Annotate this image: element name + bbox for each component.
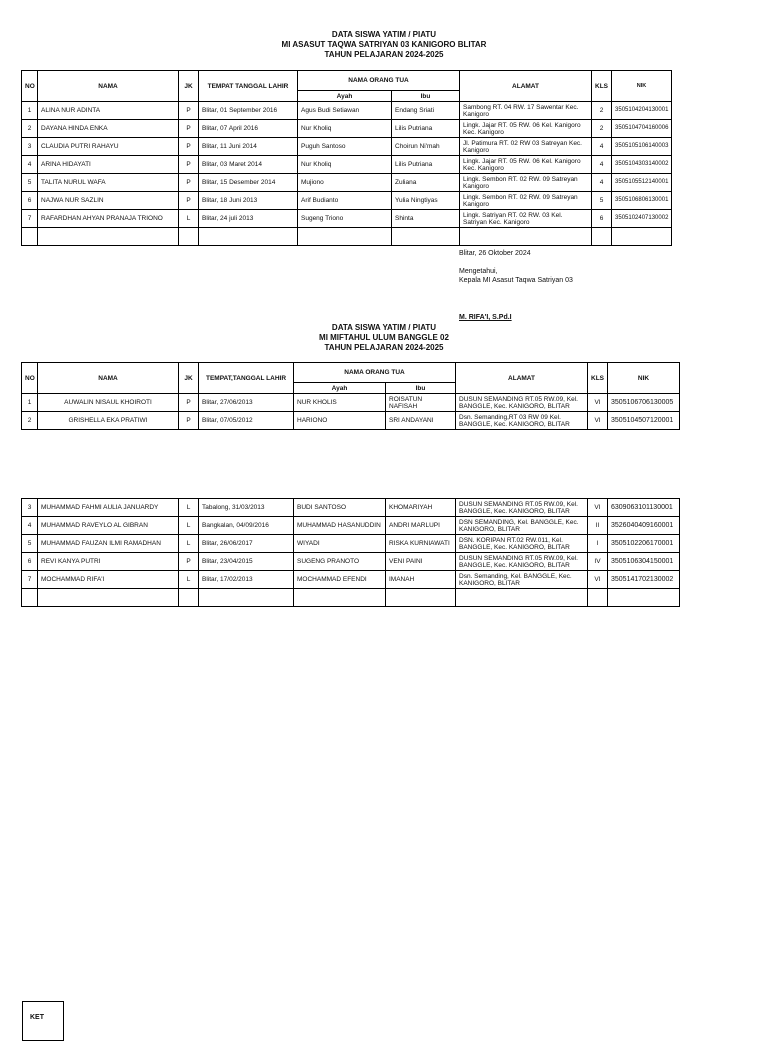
cell-jk: P <box>179 102 199 120</box>
table-row <box>22 174 672 192</box>
signer-name: M. RIFA'I, S.Pd.I <box>459 314 512 321</box>
empty-cell <box>612 228 672 246</box>
cell-nama: MUHAMMAD FAUZAN ILMI RAMADHAN <box>38 535 179 553</box>
empty-cell <box>38 228 179 246</box>
place-date: Blitar, 26 Oktober 2024 <box>459 250 531 257</box>
ket-box <box>22 1001 64 1041</box>
empty-row <box>22 228 672 246</box>
cell-no: 7 <box>22 571 38 589</box>
section2-title-line: DATA SISWA YATIM / PIATU <box>331 323 437 332</box>
cell-nama: TALITA NURUL WAFA <box>38 174 179 192</box>
cell-ibu: Lilis Putriana <box>392 156 460 174</box>
cell-ttl: Tabalong, 31/03/2013 <box>199 499 294 517</box>
table-row <box>22 535 680 553</box>
header-no: NO <box>22 71 38 102</box>
cell-alamat: DUSUN SEMANDING RT.05 RW.09, Kel. BANGGLE, Kec. KANIGORO, BLITAR <box>456 499 588 517</box>
table-row <box>22 156 672 174</box>
section1-title-line: DATA SISWA YATIM / PIATU <box>331 30 437 39</box>
signer-position: Kepala MI Asasut Taqwa Satriyan 03 <box>459 277 573 284</box>
cell-ttl: Blitar, 23/04/2015 <box>199 553 294 571</box>
cell-ibu: Shinta <box>392 210 460 228</box>
cell-nik: 3505105106140003 <box>612 138 672 156</box>
cell-nama: MOCHAMMAD RIFA'I <box>38 571 179 589</box>
cell-ttl: Blitar, 26/06/2017 <box>199 535 294 553</box>
empty-cell <box>460 228 592 246</box>
cell-alamat: Lingk. Jajar RT. 05 RW. 06 Kel. Kanigoro Kec. Kanigoro <box>460 120 592 138</box>
table-row <box>22 192 672 210</box>
cell-jk: L <box>179 571 199 589</box>
section1-table <box>21 70 672 246</box>
cell-jk: L <box>179 499 199 517</box>
cell-nik: 3526040409160001 <box>608 517 680 535</box>
cell-alamat: Dsn. Semanding, Kel. BANGGLE, Kec. KANIGORO, BLITAR <box>456 571 588 589</box>
empty-cell <box>456 589 588 607</box>
cell-ibu: IMANAH <box>386 571 456 589</box>
cell-nik: 3505106806130001 <box>612 192 672 210</box>
section2-title <box>0 323 768 353</box>
cell-jk: P <box>179 138 199 156</box>
header-kls: KLS <box>592 71 612 102</box>
table-row <box>22 499 680 517</box>
cell-kls: 4 <box>592 138 612 156</box>
header-jk: JK <box>179 71 199 102</box>
section2-continuation-table <box>21 498 680 607</box>
header-ortu: NAMA ORANG TUA <box>294 363 456 383</box>
table-row <box>22 394 680 412</box>
cell-ayah: WIYADI <box>294 535 386 553</box>
cell-ibu: KHOMARIYAH <box>386 499 456 517</box>
cell-ibu: Yulia Ningtiyas <box>392 192 460 210</box>
cell-alamat: DUSUN SEMANDING RT.05 RW.09, Kel. BANGGLE, Kec. KANIGORO, BLITAR <box>456 553 588 571</box>
cell-ttl: Bangkalan, 04/09/2016 <box>199 517 294 535</box>
cell-ayah: Sugeng Triono <box>298 210 392 228</box>
cell-no: 2 <box>22 120 38 138</box>
table-row <box>22 571 680 589</box>
header-nik: NIK <box>608 363 680 394</box>
section1-title-line: MI ASASUT TAQWA SATRIYAN 03 KANIGORO BLITAR <box>281 40 487 49</box>
cell-nik: 3505104507120001 <box>608 412 680 430</box>
cell-jk: L <box>179 210 199 228</box>
table-row <box>22 210 672 228</box>
empty-cell <box>38 589 179 607</box>
cell-ayah: Agus Budi Setiawan <box>298 102 392 120</box>
cell-no: 3 <box>22 499 38 517</box>
cell-no: 6 <box>22 553 38 571</box>
cell-nama: ARINA HIDAYATI <box>38 156 179 174</box>
cell-kls: VI <box>588 499 608 517</box>
cell-ttl: Blitar, 15 Desember 2014 <box>199 174 298 192</box>
cell-ayah: Nur Kholiq <box>298 120 392 138</box>
header-nama: NAMA <box>38 363 179 394</box>
cell-ayah: Nur Kholiq <box>298 156 392 174</box>
header-ibu: Ibu <box>386 383 456 394</box>
table-row <box>22 102 672 120</box>
section2-title-line: TAHUN PELAJARAN 2024-2025 <box>324 343 444 352</box>
cell-jk: L <box>179 535 199 553</box>
cell-nik: 3505105512140001 <box>612 174 672 192</box>
header-ibu: Ibu <box>392 91 460 102</box>
empty-cell <box>608 589 680 607</box>
cell-jk: P <box>179 192 199 210</box>
cell-jk: P <box>179 174 199 192</box>
cell-kls: 5 <box>592 192 612 210</box>
table-row <box>22 553 680 571</box>
cell-no: 5 <box>22 535 38 553</box>
cell-nama: AUWALIN NISAUL KHOIROTI <box>38 394 179 412</box>
cell-kls: IV <box>588 553 608 571</box>
section2-table <box>21 362 680 430</box>
header-kls: KLS <box>588 363 608 394</box>
section1-title-line: TAHUN PELAJARAN 2024-2025 <box>324 50 444 59</box>
empty-cell <box>294 589 386 607</box>
cell-ayah: BUDI SANTOSO <box>294 499 386 517</box>
cell-kls: VI <box>588 394 608 412</box>
cell-nama: GRISHELLA EKA PRATIWI <box>38 412 179 430</box>
header-no: NO <box>22 363 38 394</box>
cell-ayah: MUHAMMAD HASANUDDIN <box>294 517 386 535</box>
cell-nama: ALINA NUR ADINTA <box>38 102 179 120</box>
cell-ttl: Blitar, 07 April 2016 <box>199 120 298 138</box>
empty-cell <box>386 589 456 607</box>
ket-label: KET <box>30 1014 44 1021</box>
cell-nik: 3505141702130002 <box>608 571 680 589</box>
cell-no: 1 <box>22 394 38 412</box>
cell-kls: 2 <box>592 120 612 138</box>
cell-kls: II <box>588 517 608 535</box>
empty-cell <box>199 228 298 246</box>
cell-nama: CLAUDIA PUTRI RAHAYU <box>38 138 179 156</box>
table-row <box>22 517 680 535</box>
cell-no: 6 <box>22 192 38 210</box>
cell-nik: 6309063101130001 <box>608 499 680 517</box>
cell-kls: 2 <box>592 102 612 120</box>
header-ttl: TEMPAT,TANGGAL LAHIR <box>199 363 294 394</box>
cell-ibu: Zuliana <box>392 174 460 192</box>
table-row <box>22 120 672 138</box>
empty-cell <box>592 228 612 246</box>
cell-nama: NAJWA NUR SAZLIN <box>38 192 179 210</box>
header-alamat: ALAMAT <box>456 363 588 394</box>
cell-no: 2 <box>22 412 38 430</box>
header-ayah: Ayah <box>298 91 392 102</box>
cell-ibu: ANDRI MARLUPI <box>386 517 456 535</box>
header-ortu: NAMA ORANG TUA <box>298 71 460 91</box>
section2-title-line: MI MIFTAHUL ULUM BANGGLE 02 <box>319 333 449 342</box>
cell-ttl: Blitar, 24 juli 2013 <box>199 210 298 228</box>
cell-nama: REVI KANYA PUTRI <box>38 553 179 571</box>
header-jk: JK <box>179 363 199 394</box>
cell-ayah: SUGENG PRANOTO <box>294 553 386 571</box>
header-ttl: TEMPAT TANGGAL LAHIR <box>199 71 298 102</box>
table-row <box>22 138 672 156</box>
cell-alamat: DSN. KORIPAN RT.02 RW.011, Kel. BANGGLE, Kec. KANIGORO, BLITAR <box>456 535 588 553</box>
cell-jk: P <box>179 412 199 430</box>
empty-cell <box>179 589 199 607</box>
cell-alamat: Lingk. Satriyan RT. 02 RW. 03 Kel. Satriyan Kec. Kanigoro <box>460 210 592 228</box>
cell-nik: 3505106304150001 <box>608 553 680 571</box>
header-nik: NIK <box>612 71 672 102</box>
cell-kls: VI <box>588 571 608 589</box>
cell-ttl: Blitar, 03 Maret 2014 <box>199 156 298 174</box>
cell-ttl: Blitar, 01 September 2016 <box>199 102 298 120</box>
header-ayah: Ayah <box>294 383 386 394</box>
empty-cell <box>22 589 38 607</box>
cell-alamat: Jl. Patimura RT. 02 RW 03 Satreyan Kec. Kanigoro <box>460 138 592 156</box>
cell-nik: 3505102206170001 <box>608 535 680 553</box>
cell-ttl: Blitar, 17/02/2013 <box>199 571 294 589</box>
empty-cell <box>199 589 294 607</box>
cell-ayah: Mujiono <box>298 174 392 192</box>
cell-alamat: Sambong RT. 04 RW. 17 Sawentar Kec. Kanigoro <box>460 102 592 120</box>
section1-title <box>0 30 768 60</box>
cell-ibu: Choirun Ni'mah <box>392 138 460 156</box>
cell-no: 4 <box>22 517 38 535</box>
cell-ibu: ROISATUN NAFISAH <box>386 394 456 412</box>
cell-alamat: DUSUN SEMANDING RT.05 RW.09, Kel. BANGGLE, Kec. KANIGORO, BLITAR <box>456 394 588 412</box>
cell-jk: P <box>179 553 199 571</box>
cell-ayah: NUR KHOLIS <box>294 394 386 412</box>
cell-kls: 6 <box>592 210 612 228</box>
cell-ibu: RISKA KURNIAWATI <box>386 535 456 553</box>
empty-cell <box>588 589 608 607</box>
empty-cell <box>22 228 38 246</box>
cell-nama: RAFARDHAN AHYAN PRANAJA TRIONO <box>38 210 179 228</box>
empty-cell <box>298 228 392 246</box>
cell-ibu: Endang Sriati <box>392 102 460 120</box>
cell-nik: 3505104303140002 <box>612 156 672 174</box>
cell-ibu: VENI PAINI <box>386 553 456 571</box>
cell-ttl: Blitar, 18 Juni 2013 <box>199 192 298 210</box>
cell-no: 4 <box>22 156 38 174</box>
table-row <box>22 412 680 430</box>
cell-nama: DAYANA HINDA ENKA <box>38 120 179 138</box>
cell-alamat: Lingk. Jajar RT. 05 RW. 06 Kel. Kanigoro Kec. Kanigoro <box>460 156 592 174</box>
acknowledged-label: Mengetahui, <box>459 268 498 275</box>
cell-ttl: Blitar, 07/05/2012 <box>199 412 294 430</box>
cell-no: 7 <box>22 210 38 228</box>
cell-ttl: Blitar, 11 Juni 2014 <box>199 138 298 156</box>
cell-ayah: Arif Budianto <box>298 192 392 210</box>
cell-ayah: Puguh Santoso <box>298 138 392 156</box>
cell-alamat: Dsn. Semanding,RT 03 RW 09 Kel. BANGGLE, Kec. KANIGORO, BLITAR <box>456 412 588 430</box>
cell-ttl: Blitar, 27/06/2013 <box>199 394 294 412</box>
cell-jk: P <box>179 120 199 138</box>
cell-jk: P <box>179 394 199 412</box>
cell-kls: 4 <box>592 174 612 192</box>
cell-jk: P <box>179 156 199 174</box>
cell-ibu: Lilis Putriana <box>392 120 460 138</box>
cell-ayah: HARIONO <box>294 412 386 430</box>
cell-alamat: Lingk. Sembon RT. 02 RW. 09 Satreyan Kanigoro <box>460 174 592 192</box>
cell-kls: 4 <box>592 156 612 174</box>
cell-alamat: Lingk. Sembon RT. 02 RW. 09 Satreyan Kanigoro <box>460 192 592 210</box>
header-nama: NAMA <box>38 71 179 102</box>
cell-kls: VI <box>588 412 608 430</box>
empty-row <box>22 589 680 607</box>
cell-nik: 3505106706130005 <box>608 394 680 412</box>
cell-no: 5 <box>22 174 38 192</box>
cell-alamat: DSN SEMANDING, Kel. BANGGLE, Kec. KANIGORO, BLITAR <box>456 517 588 535</box>
cell-ayah: MOCHAMMAD EFENDI <box>294 571 386 589</box>
cell-jk: L <box>179 517 199 535</box>
cell-nama: MUHAMMAD RAVEYLO AL GIBRAN <box>38 517 179 535</box>
cell-nik: 3505104204130001 <box>612 102 672 120</box>
cell-kls: I <box>588 535 608 553</box>
empty-cell <box>392 228 460 246</box>
empty-cell <box>179 228 199 246</box>
cell-no: 3 <box>22 138 38 156</box>
cell-ibu: SRI ANDAYANI <box>386 412 456 430</box>
header-alamat: ALAMAT <box>460 71 592 102</box>
cell-nik: 3505104704160006 <box>612 120 672 138</box>
cell-no: 1 <box>22 102 38 120</box>
cell-nama: MUHAMMAD FAHMI AULIA JANUARDY <box>38 499 179 517</box>
cell-nik: 3505102407130002 <box>612 210 672 228</box>
